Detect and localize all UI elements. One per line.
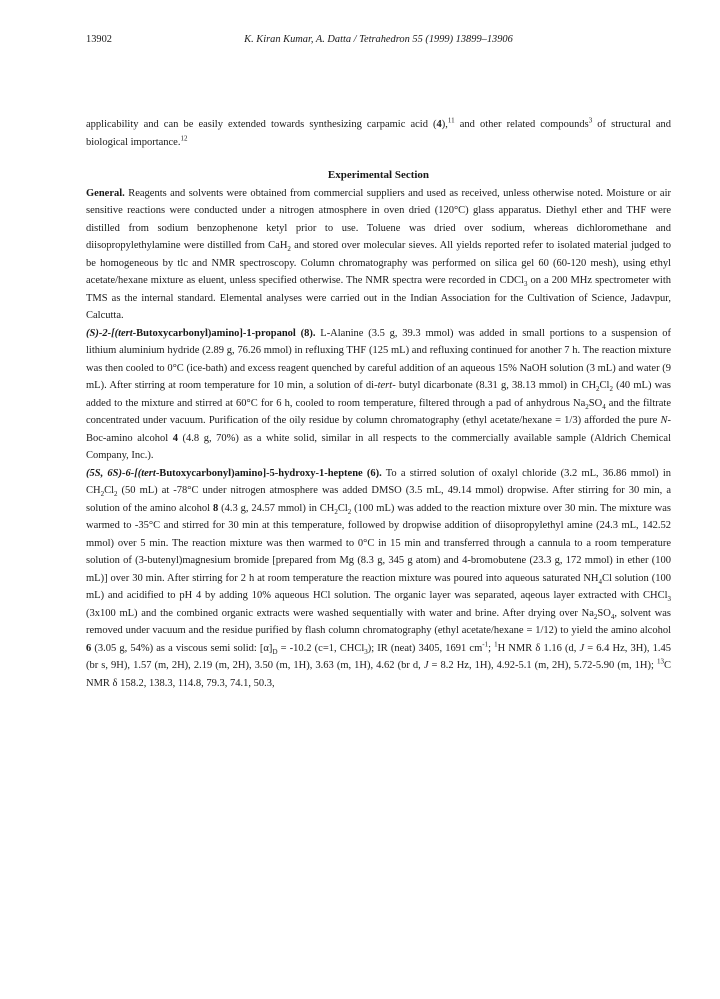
compound-number: 4 <box>436 119 442 130</box>
reference: 11 <box>447 116 455 125</box>
subscript: 2 <box>114 490 118 499</box>
text: = 8.2 Hz, 1H), 4.92-5.1 (m, 2H), 5.72-5.90 (m, 1H); <box>428 660 657 671</box>
subscript: 3 <box>523 280 528 289</box>
subscript: D <box>272 647 278 656</box>
text: N <box>660 415 668 426</box>
compound-title: (S)-2-[( <box>86 327 119 339</box>
text: Cl solution (100 mL) and acidified to pH 4 by adding 10% aqueous HCl solution. The organic layer was separated, aqeous layer extracted with CHCl <box>86 572 671 601</box>
text: J <box>423 660 429 671</box>
text: Reagents and solvents were obtained from commercial suppliers and used as received, unless otherwise noted. Moisture or air sensitive reactions were conducted under a nitrogen atmosphere in oven dried (120°C) glass apparatus. Diethyl ether and THF were distilled from sodium benzophenone ketyl prior to use. Toluene was dried over sodium, whereas dichloromethane and diisopropylethylamine were distilled from CaH <box>86 187 671 251</box>
text: (40 mL) was added to the mixture and stirred at 60°C for 6 h, cooled to room temperature, filtered through a pad of anhydrous Na <box>86 380 671 409</box>
text: of structural and biological importance. <box>86 119 672 148</box>
text: SO <box>588 397 603 409</box>
text: To a stirred solution of oxalyl chloride (3.2 mL, 36.86 mmol) in CH <box>86 467 671 496</box>
general-paragraph <box>86 185 671 325</box>
text: (50 mL) at -78°C under nitrogen atmosphere was added DMSO (3.5 mL, 49.14 mmol) dropwise. After stirring for 30 min, a solution of the amino alcohol <box>86 485 671 514</box>
page-number: 13902 <box>86 34 112 45</box>
text: ); IR (neat) 3405, 1691 cm <box>367 642 483 654</box>
paragraph-label: General. <box>86 187 125 199</box>
subscript: 2 <box>596 385 600 394</box>
running-header <box>86 34 671 50</box>
superscript: 1 <box>494 640 498 648</box>
text: , solvent was removed under vacuum and the residue purified by flash column chromatography (ethyl acetate/hexane = 1/12) to yield the amino alcohol <box>86 607 671 636</box>
subscript: 4 <box>598 577 603 586</box>
compound-title: -Butoxycarbonyl)amino]-5-hydroxy-1-heptene (6). <box>155 467 382 479</box>
text: ), <box>441 119 448 130</box>
intro-paragraph <box>86 116 671 151</box>
subscript: 2 <box>609 385 613 394</box>
text: H NMR δ 1.16 (d, <box>497 642 580 654</box>
compound-number: 4 <box>172 432 178 444</box>
text: = -10.2 (c=1, CHCl <box>277 642 365 654</box>
section-title: Experimental Section <box>327 169 430 181</box>
text: = 6.4 Hz, 3H), 1.45 (br s, 9H), 1.57 (m, 2H), 2.19 (m, 2H), 3.50 (m, 1H), 3.63 (m, 1H), 4.62 (br d, <box>86 642 672 671</box>
text: (100 mL) was added to the reaction mixture over 30 min. The mixture was warmed to -35°C and stirred for 30 min at this temperature, followed by dropwise addition of diisopropylethyl amine (24.3 mL, 142.52 mmol) over 5 min. The reaction mixture was then warmed to 0°C in 15 min and transferred through a cannula to a room temperature solution of (3-butenyl)magnesium bromide [prepared from Mg (8.3 g, 345 g atom) and 4-bromobutene (23.3 g, 172 mmol) in ether (100 mL)] over 30 min. After stirring for 2 h at room temperature the reaction mixture was poured into aqueous saturated NH <box>86 502 672 584</box>
subscript: 4 <box>602 402 606 411</box>
text: SO <box>597 607 611 619</box>
text: (3x100 mL) and the combined organic extracts were washed sequentially with water and brine. After drying over Na <box>86 607 594 619</box>
article-body <box>86 116 671 692</box>
reference: 12 <box>180 134 188 142</box>
text: and the filtrate concentrated under vacuum. Purification of the oily residue by column chromatography (ethyl acetate/hexane = 1/3) afforded the pure <box>86 397 671 426</box>
journal-citation: K. Kiran Kumar, A. Datta / Tetrahedron 55 (1999) 13899–13906 <box>244 34 513 45</box>
subscript: 4 <box>610 612 615 621</box>
text: (4.8 g, 70%) as a white solid, similar in all respects to the commercially available sample (Aldrich Chemical Company, Inc.). <box>86 432 671 461</box>
text: (3.05 g, 54%) as a viscous semi solid: [α] <box>91 642 273 654</box>
compound-number: 8 <box>212 502 219 514</box>
compound-title: tert <box>118 327 133 339</box>
text: on a 200 MHz spectrometer with TMS as the internal standard. Elemental analyses were carried out in the Indian Association for the Cultivation of Science, Jadavpur, Calcutta. <box>86 275 671 321</box>
compound-number: 6 <box>86 642 92 654</box>
subscript: 3 <box>364 647 368 656</box>
text: and stored over molecular sieves. All yields reported refer to isolated material judged to be homogeneous by tlc and NMR spectroscopy. Column chromatography was performed on silica gel 60 (60-120 mesh), using ethyl acetate/hexane mixture as eluent, unless specified otherwise. The NMR spectra were recorded in CDCl <box>86 240 672 286</box>
superscript: 13 <box>656 657 664 666</box>
compound-title: -Butoxycarbonyl)amino]-1-propanol (8). <box>132 327 316 339</box>
subscript: 2 <box>347 507 352 516</box>
compound-title: (5S, 6S)-6-[( <box>86 467 142 479</box>
procedure-compound-6 <box>86 465 671 693</box>
compound-title: tert <box>141 467 156 479</box>
subscript: 2 <box>593 612 598 621</box>
text: J <box>579 642 585 654</box>
subscript: 2 <box>287 245 291 254</box>
subscript: 2 <box>585 402 589 411</box>
text: Cl <box>104 485 115 496</box>
superscript: -1 <box>482 640 489 648</box>
text: Cl <box>337 502 348 514</box>
text: Cl <box>599 380 610 391</box>
text: L-Alanine (3.5 g, 39.3 mmol) was added in small portions to a suspension of lithium aluminium hydride (2.89 g, 76.26 mmol) in refluxing THF (125 mL) and refluxing continued for another 7 h. The reaction mixture was then cooled to 0°C (ice-bath) and excess reagent quenched by careful addition of an aqueous 15% NaOH solution (3 mL) and water (9 mL). After stirring at room temperature for 10 min, a solution of di- <box>86 327 671 391</box>
text: -Boc-amino alcohol <box>86 415 671 444</box>
text: applicability and can be easily extended towards synthesizing carpamic acid ( <box>86 119 437 130</box>
text: (4.3 g, 24.57 mmol) in CH <box>218 502 335 514</box>
text: ; <box>488 642 495 654</box>
subscript: 3 <box>667 595 671 604</box>
text: - butyl dicarbonate (8.31 g, 38.13 mmol) in CH <box>392 380 597 391</box>
subscript: 2 <box>100 490 105 499</box>
text: C NMR δ 158.2, 138.3, 114.8, 79.3, 74.1, 50.3, <box>86 660 671 689</box>
subscript: 2 <box>334 507 338 516</box>
text: and other related compounds <box>454 119 589 130</box>
text: tert <box>377 380 393 391</box>
reference: 3 <box>588 116 593 125</box>
procedure-compound-8 <box>86 325 671 465</box>
